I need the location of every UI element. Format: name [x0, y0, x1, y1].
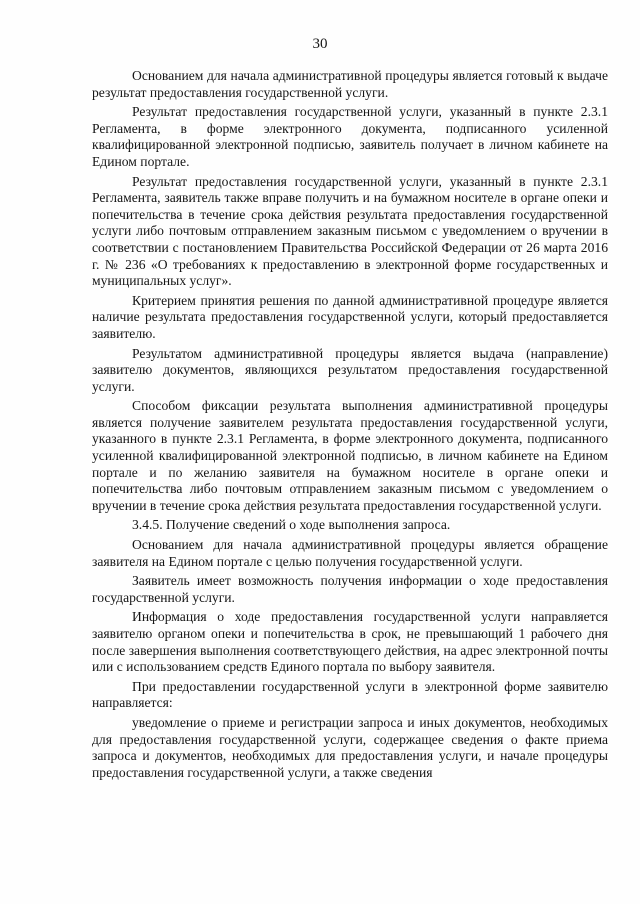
paragraph: Основанием для начала административной процедуры является готовый к выдаче результат предоставления государственной услуги. [92, 68, 608, 100]
section-heading: 3.4.5. Получение сведений о ходе выполнения запроса. [132, 517, 451, 533]
paragraph: Результат предоставления государственной услуги, указанный в пункте 2.3.1 Регламента, в форме электронного документа, подписанного усиленной квалифицированной электронной подписью, заявитель получает в личном кабинете на Едином портале. [92, 104, 608, 169]
paragraph: Заявитель имеет возможность получения информации о ходе предоставления государственной услуги. [92, 573, 608, 605]
paragraph: Информация о ходе предоставления государственной услуги направляется заявителю органом опеки и попечительства в срок, не превышающий 1 рабочего дня после завершения выполнения соответствующего действия, на адрес электронной почты или с использованием средств Единого портала по выбору заявителя. [92, 609, 608, 675]
paragraph: уведомление о приеме и регистрации запроса и иных документов, необходимых для предоставления государственной услуги, содержащее сведения о факте приема запроса и документов, необходимых для предоставления услуги, и начале процедуры предоставления государственной услуги, а также сведения [92, 714, 608, 780]
paragraph: Результатом административной процедуры является выдача (направление) заявителю документов, являющихся результатом предоставления государственной услуги. [92, 345, 608, 394]
paragraph: Основанием для начала административной процедуры является обращение заявителя на Едином портале с целью получения государственной услуги. [92, 537, 608, 569]
page-number: 30 [312, 36, 328, 52]
paragraph: Результат предоставления государственной услуги, указанный в пункте 2.3.1 Регламента, заявитель также вправе получить и на бумажном носителе в органе опеки и попечительства в течение срока действия результата предоставления государственной услуги либо почтовым отправлением заказным письмом с уведомлением о вручении в соответствии с постановлением Правительства Российской Федерации от 26 марта 2016 г. № 236 «О требованиях к предоставлению в электронной форме государственных и муниципальных услуг». [92, 173, 608, 289]
paragraph: Способом фиксации результата выполнения административной процедуры является получение заявителем результата предоставления государственной услуги, указанного в пункте 2.3.1 Регламента, в форме электронного документа, подписанного усиленной квалифицированной электронной подписью, в личном кабинете на Едином портале и по желанию заявителя на бумажном носителе в органе опеки и попечительства либо почтовым отправлением заказным письмом с уведомлением о вручении в течение срока действия результата предоставления государственной услуги. [92, 398, 608, 513]
document-body [92, 68, 608, 784]
paragraph: При предоставлении государственной услуги в электронной форме заявителю направляется: [92, 678, 608, 711]
paragraph: Критерием принятия решения по данной административной процедуре является наличие результата предоставления государственной услуги, который предоставляется заявителю. [92, 292, 608, 341]
